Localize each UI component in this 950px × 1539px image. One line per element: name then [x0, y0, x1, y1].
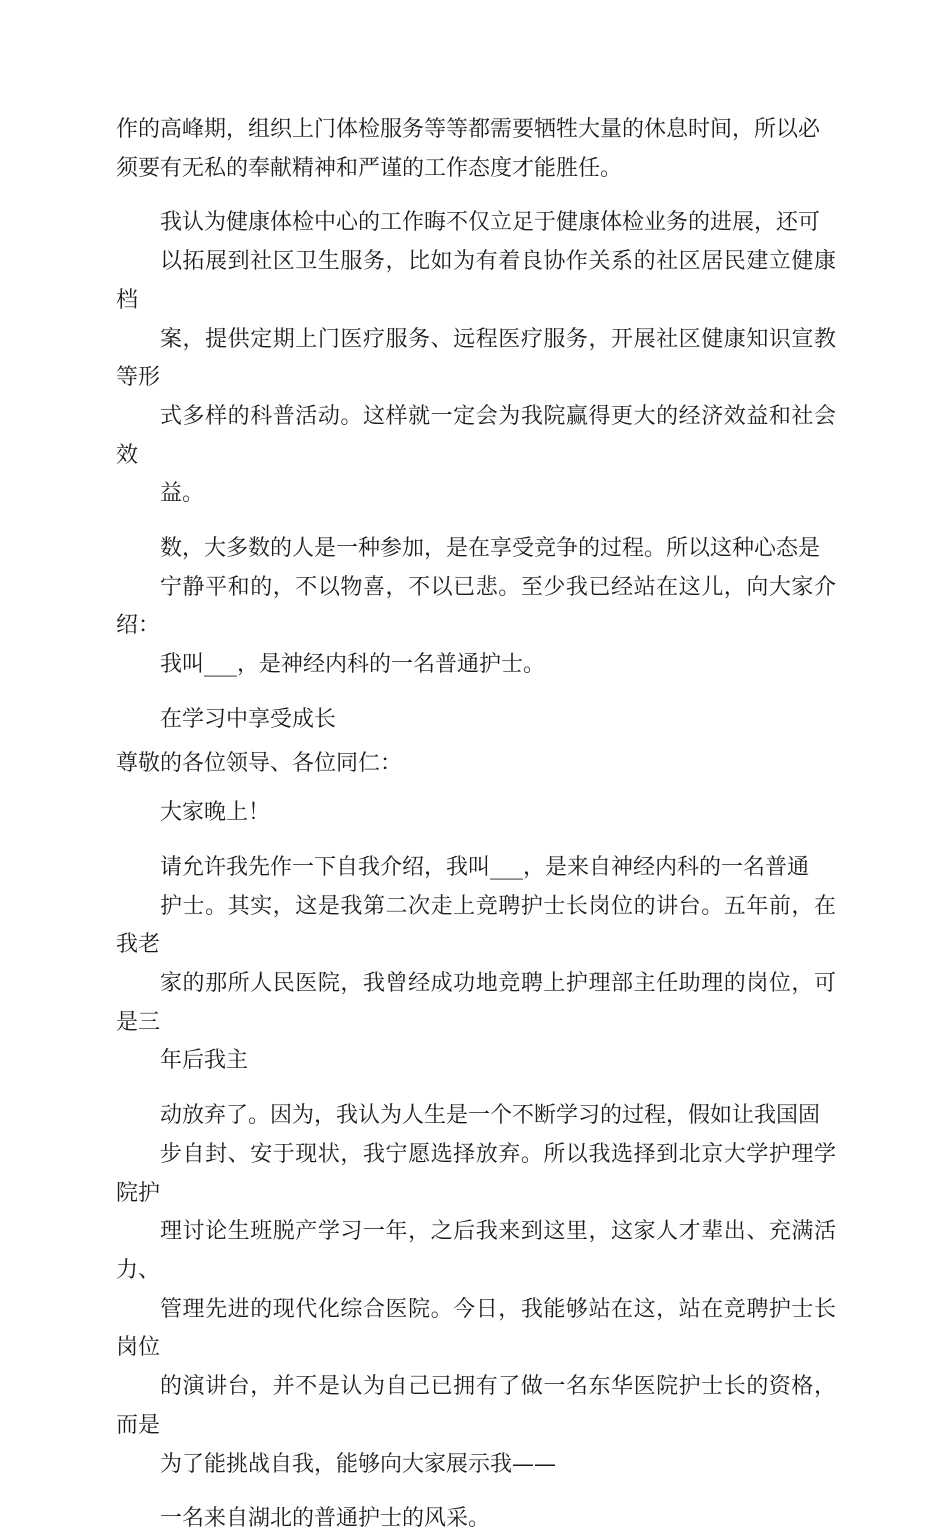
paragraph-competition-attitude	[116, 530, 836, 685]
text-line: 须要有无私的奉献精神和严谨的工作态度才能胜任。	[116, 155, 623, 181]
text-line: 在学习中享受成长	[160, 706, 337, 732]
text-line: 作的高峰期，组织上门体检服务等等都需要牺牲大量的休息时间，所以必	[116, 117, 821, 142]
text-line: 的演讲台，并不是认为自己已拥有了做一名东华医院护士长的资格，而是	[116, 1374, 836, 1438]
text-line: 益。	[160, 481, 205, 507]
text-line: 动放弃了。因为，我认为人生是一个不断学习的过程，假如让我国固	[160, 1103, 821, 1129]
text-line: 以拓展到社区卫生服务，比如为有着良协作关系的社区居民建立健康档	[116, 249, 836, 313]
text-line: 式多样的科普活动。这样就一定会为我院赢得更大的经济效益和社会效	[116, 403, 836, 468]
text-line: 尊敬的各位领导、各位同仁：	[116, 750, 403, 776]
text-line: 宁静平和的，不以物喜，不以已悲。至少我已经站在这儿，向大家介绍：	[116, 574, 836, 639]
text-line: 案，提供定期上门医疗服务、远程医疗服务，开展社区健康知识宣教等形	[116, 326, 836, 391]
salutation	[116, 745, 836, 784]
section-heading	[116, 701, 836, 740]
text-line: 年后我主	[160, 1048, 249, 1074]
paragraph-learning-journey	[116, 1097, 836, 1484]
text-line: 为了能挑战自我，能够向大家展示我——	[160, 1451, 557, 1477]
text-line: 请允许我先作一下自我介绍，我叫___，是来自神经内科的一名普通	[160, 854, 810, 880]
text-line: 数，大多数的人是一种参加，是在享受竞争的过程。所以这种心态是	[160, 536, 821, 562]
text-line: 护士。其实，这是我第二次走上竞聘护士长岗位的讲台。五年前，在我老	[116, 893, 836, 958]
text-line: 家的那所人民医院，我曾经成功地竞聘上护理部主任助理的岗位，可是三	[116, 971, 836, 1035]
text-line: 步自封、安于现状，我宁愿选择放弃。所以我选择到北京大学护理学院护	[116, 1141, 836, 1206]
paragraph-closing	[116, 1500, 836, 1539]
text-line: 大家晚上！	[160, 800, 271, 826]
text-line: 一名来自湖北的普通护士的风采。	[160, 1506, 491, 1532]
paragraph-self-introduction	[116, 849, 836, 1081]
text-line: 我认为健康体检中心的工作晦不仅立足于健康体检业务的进展，还可	[160, 210, 821, 236]
greeting	[116, 794, 836, 833]
text-line: 理讨论生班脱产学习一年，之后我来到这里，这家人才辈出、充满活力、	[116, 1219, 836, 1283]
text-line: 我叫___，是神经内科的一名普通护士。	[160, 652, 546, 678]
paragraph-peak-period	[116, 111, 836, 188]
document-page	[116, 111, 836, 1539]
text-line: 管理先进的现代化综合医院。今日，我能够站在这，站在竞聘护士长岗位	[116, 1296, 836, 1361]
paragraph-health-checkup-center	[116, 204, 836, 514]
